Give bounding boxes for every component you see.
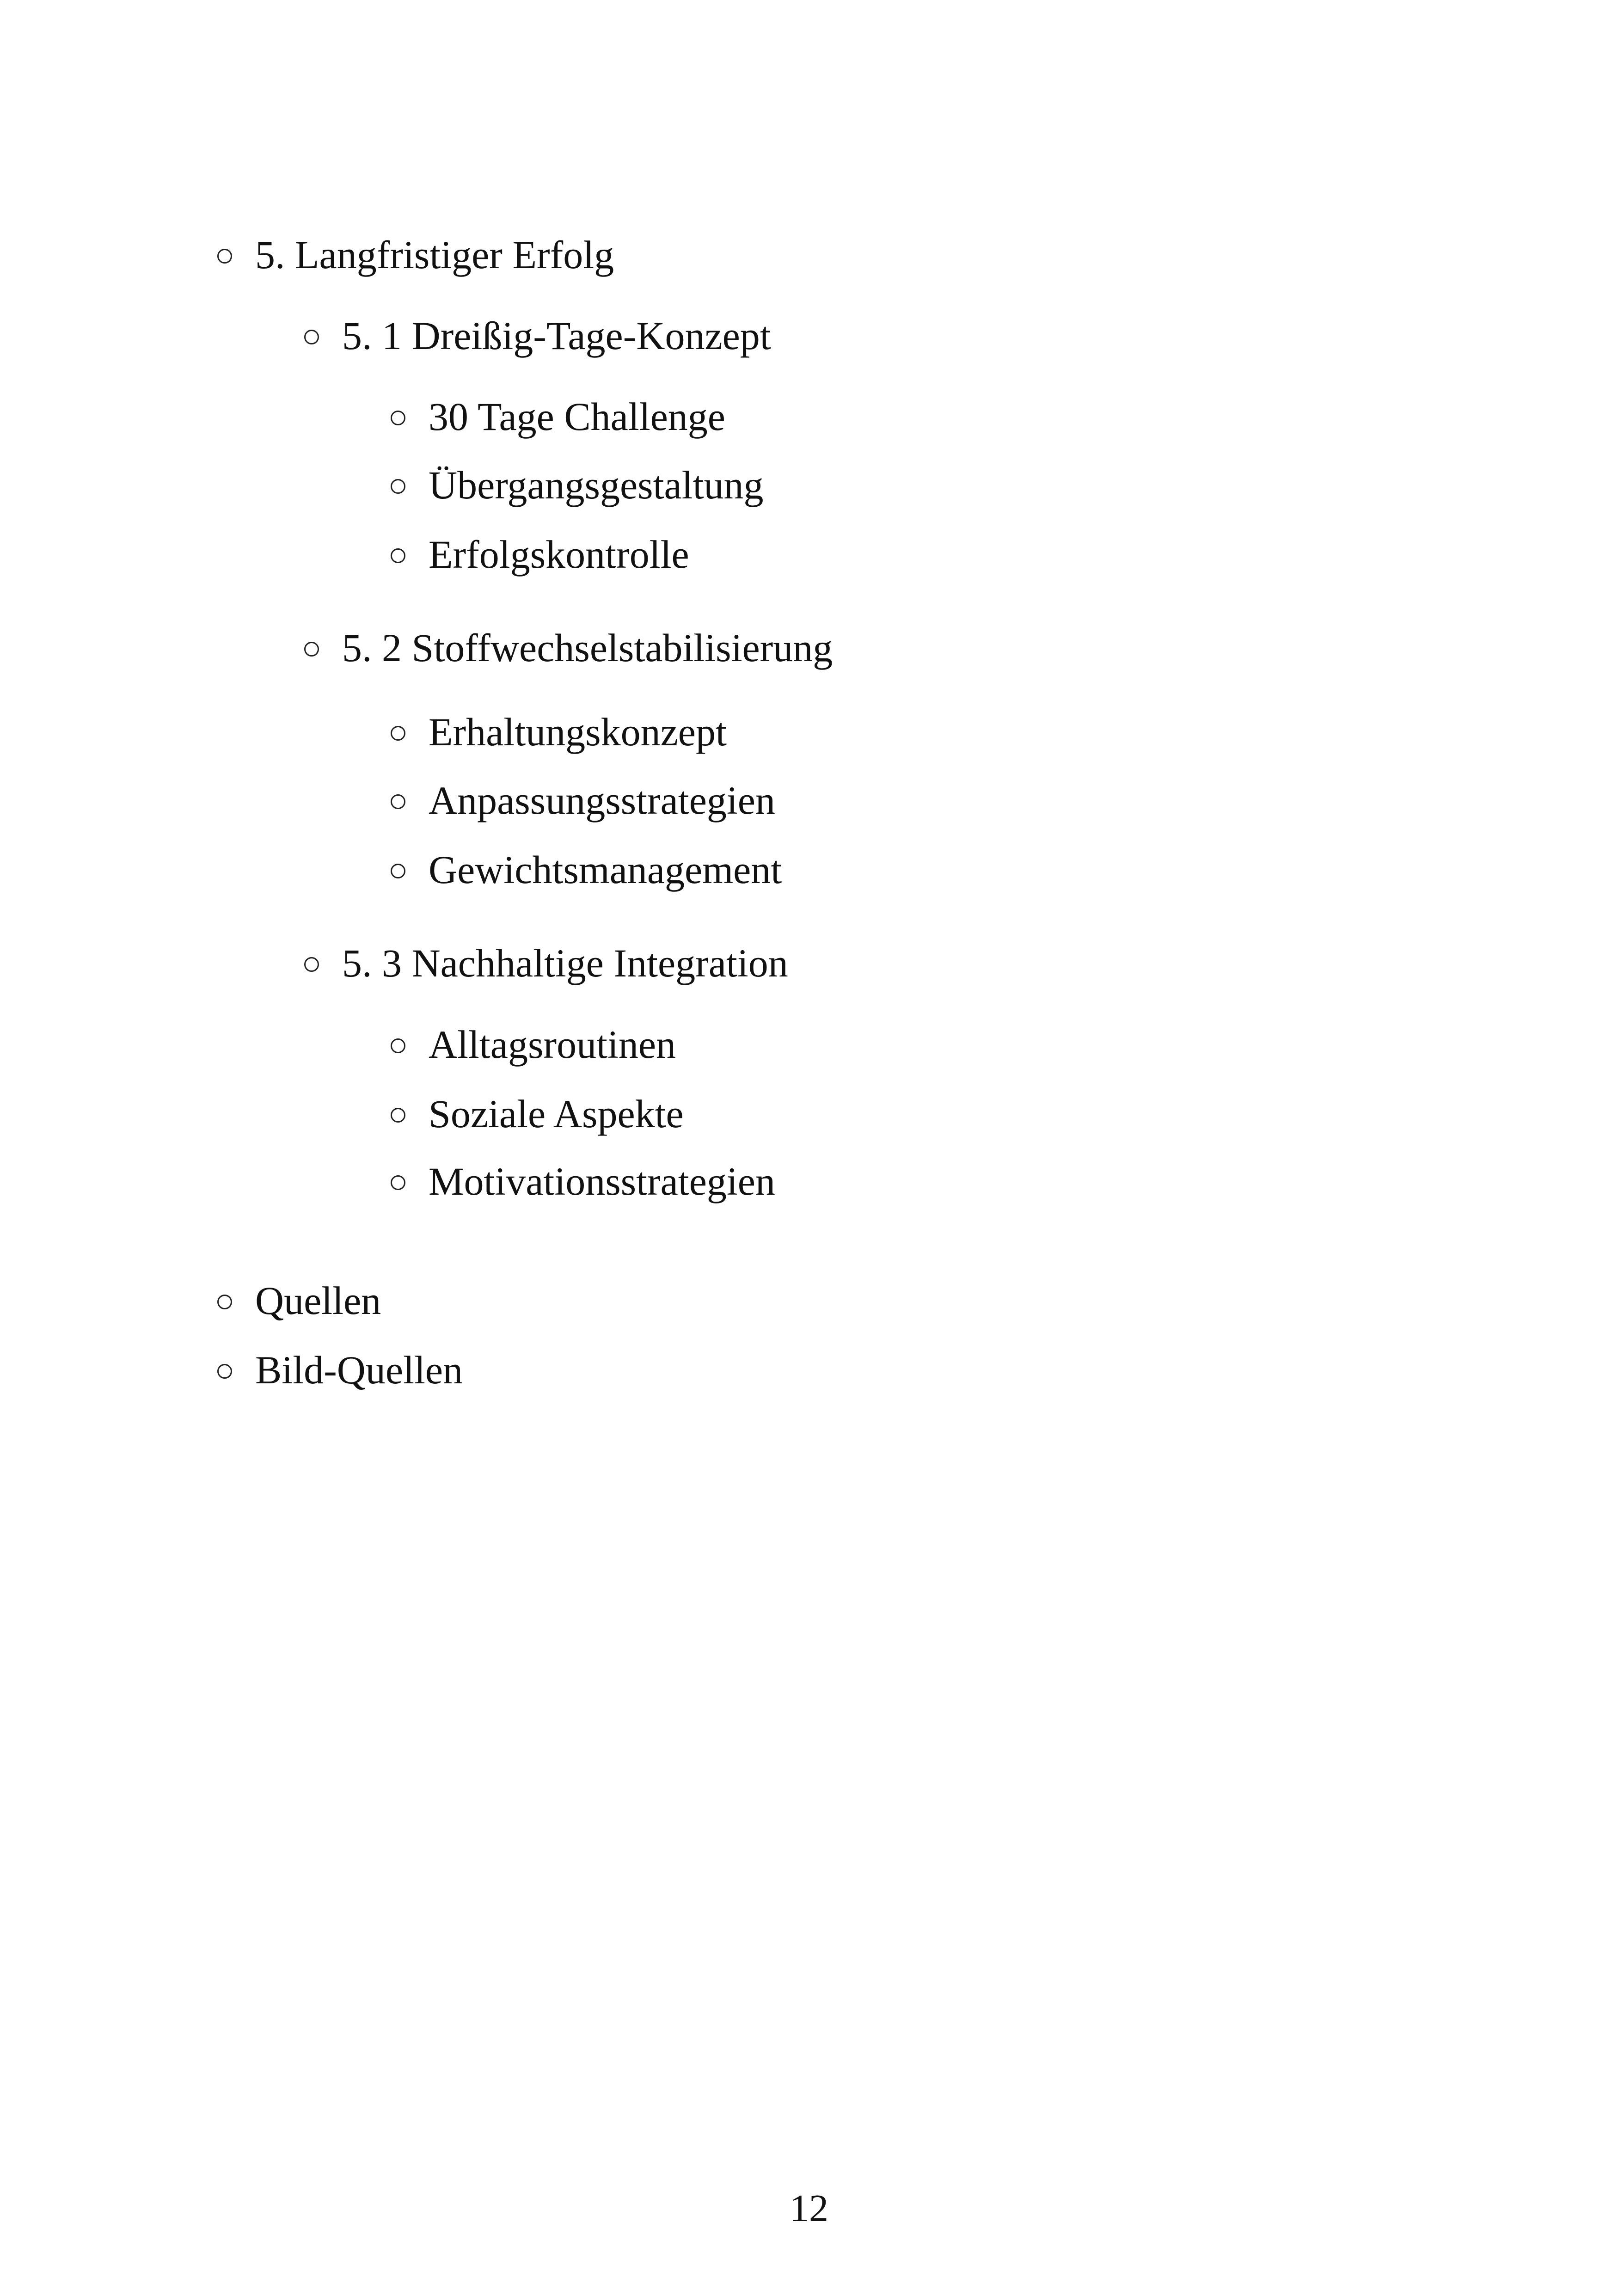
hollow-circle-bullet-icon bbox=[217, 1295, 232, 1309]
toc-entry-label: 5. 3 Nachhaltige Integration bbox=[342, 941, 788, 985]
toc-entry-label: Motivationsstrategien bbox=[429, 1159, 775, 1203]
toc-entry-item bbox=[391, 465, 764, 505]
toc-entry-label: Bild-Quellen bbox=[255, 1348, 463, 1392]
hollow-circle-bullet-icon bbox=[391, 864, 405, 878]
toc-entry-section-5-1 bbox=[304, 313, 771, 358]
hollow-circle-bullet-icon bbox=[391, 1175, 405, 1190]
toc-entry-label: Alltagsroutinen bbox=[429, 1022, 676, 1067]
toc-entry-item bbox=[391, 1094, 684, 1134]
toc-entry-item bbox=[391, 394, 725, 439]
toc-entry-label: 30 Tage Challenge bbox=[429, 394, 725, 439]
toc-entry-label: Anpassungsstrategien bbox=[429, 778, 775, 823]
toc-entry-label: Soziale Aspekte bbox=[429, 1092, 684, 1136]
hollow-circle-bullet-icon bbox=[391, 794, 405, 809]
toc-entry-label: Übergangsgestaltung bbox=[429, 463, 764, 507]
toc-entry-item bbox=[391, 532, 689, 577]
hollow-circle-bullet-icon bbox=[304, 957, 319, 972]
toc-entry-image-sources bbox=[217, 1350, 463, 1390]
toc-entry-sources bbox=[217, 1278, 381, 1323]
toc-entry-label: Quellen bbox=[255, 1278, 381, 1323]
hollow-circle-bullet-icon bbox=[391, 726, 405, 741]
hollow-circle-bullet-icon bbox=[391, 1108, 405, 1123]
toc-entry-section-5 bbox=[217, 235, 614, 275]
hollow-circle-bullet-icon bbox=[304, 642, 319, 657]
toc-entry-label: 5. Langfristiger Erfolg bbox=[255, 233, 614, 277]
hollow-circle-bullet-icon bbox=[391, 411, 405, 425]
hollow-circle-bullet-icon bbox=[304, 330, 319, 344]
toc-entry-label: 5. 2 Stoffwechselstabilisierung bbox=[342, 626, 833, 670]
toc-entry-item bbox=[391, 1022, 676, 1067]
toc-entry-item bbox=[391, 712, 727, 752]
toc-entry-section-5-3 bbox=[304, 943, 788, 983]
hollow-circle-bullet-icon bbox=[391, 479, 405, 494]
toc-entry-item bbox=[391, 847, 782, 892]
toc-entry-label: Erfolgskontrolle bbox=[429, 532, 689, 577]
toc-entry-label: 5. 1 Dreißig-Tage-Konzept bbox=[342, 313, 771, 358]
toc-entry-label: Gewichtsmanagement bbox=[429, 847, 782, 892]
hollow-circle-bullet-icon bbox=[391, 548, 405, 563]
hollow-circle-bullet-icon bbox=[217, 249, 232, 264]
toc-entry-section-5-2 bbox=[304, 628, 833, 668]
hollow-circle-bullet-icon bbox=[391, 1038, 405, 1053]
page-number: 12 bbox=[790, 2187, 828, 2230]
hollow-circle-bullet-icon bbox=[217, 1364, 232, 1379]
toc-entry-item bbox=[391, 1161, 775, 1201]
toc-entry-label: Erhaltungskonzept bbox=[429, 710, 727, 754]
toc-entry-item bbox=[391, 778, 775, 823]
